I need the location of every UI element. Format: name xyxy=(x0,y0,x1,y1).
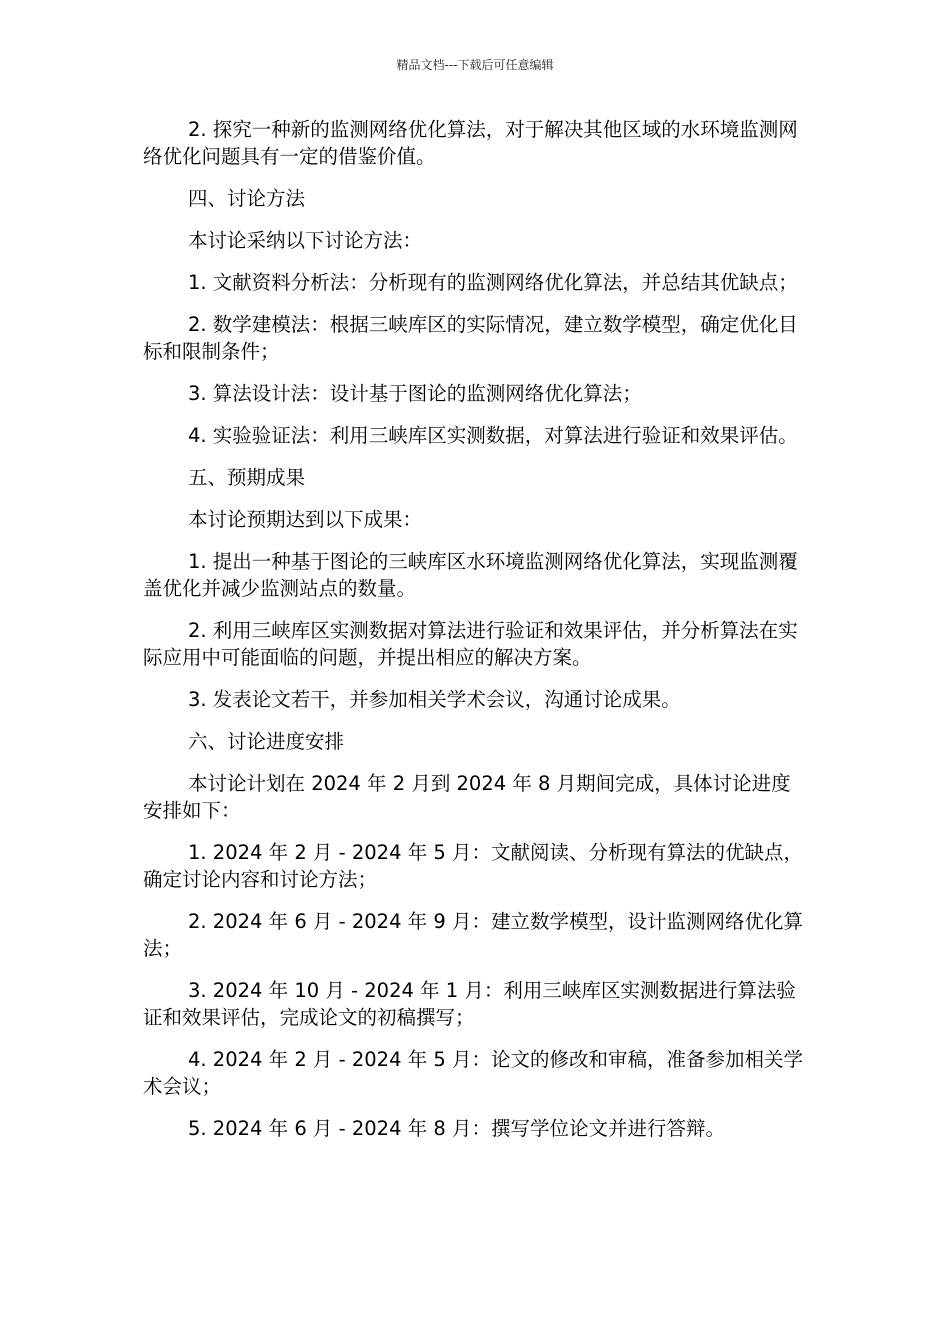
paragraph-outcomes-intro: 本讨论预期达到以下成果： xyxy=(188,508,423,531)
section-heading-methods: 四、讨论方法 xyxy=(188,187,306,210)
paragraph-method-2: 2. 数学建模法：根据三峡库区的实际情况，建立数学模型，确定优化目标和限制条件； xyxy=(143,313,798,363)
paragraph-schedule-4: 4. 2024 年 2 月 - 2024 年 5 月：论文的修改和审稿，准备参加相关学术会议； xyxy=(143,1048,803,1098)
paragraph-outcome-3: 3. 发表论文若干，并参加相关学术会议，沟通讨论成果。 xyxy=(188,688,681,711)
document-body xyxy=(143,116,803,1157)
paragraph-schedule-1: 1. 2024 年 2 月 - 2024 年 5 月：文献阅读、分析现有算法的优缺点，确定讨论内容和讨论方法； xyxy=(143,841,803,891)
paragraph-method-4: 4. 实验验证法：利用三峡库区实测数据，对算法进行验证和效果评估。 xyxy=(188,424,798,447)
paragraph-schedule-3: 3. 2024 年 10 月 - 2024 年 1 月：利用三峡库区实测数据进行算法验证和效果评估，完成论文的初稿撰写； xyxy=(143,979,796,1029)
paragraph-outcome-2: 2. 利用三峡库区实测数据对算法进行验证和效果评估，并分析算法在实际应用中可能面临的问题，并提出相应的解决方案。 xyxy=(143,619,798,669)
paragraph-goal-2: 2. 探究一种新的监测网络优化算法，对于解决其他区域的水环境监测网络优化问题具有一定的借鉴价值。 xyxy=(143,118,798,168)
paragraph-schedule-intro: 本讨论计划在 2024 年 2 月到 2024 年 8 月期间完成，具体讨论进度安排如下： xyxy=(143,772,791,822)
section-heading-schedule: 六、讨论进度安排 xyxy=(188,730,345,753)
paragraph-schedule-2: 2. 2024 年 6 月 - 2024 年 9 月：建立数学模型，设计监测网络优化算法； xyxy=(143,910,803,960)
section-heading-outcomes: 五、预期成果 xyxy=(188,466,306,489)
paragraph-method-3: 3. 算法设计法：设计基于图论的监测网络优化算法； xyxy=(188,382,642,405)
paragraph-method-1: 1. 文献资料分析法：分析现有的监测网络优化算法，并总结其优缺点； xyxy=(188,271,798,294)
page-header: 精品文档---下载后可任意编辑 xyxy=(396,58,554,72)
paragraph-schedule-5: 5. 2024 年 6 月 - 2024 年 8 月：撰写学位论文并进行答辩。 xyxy=(188,1117,725,1140)
paragraph-outcome-1: 1. 提出一种基于图论的三峡库区水环境监测网络优化算法，实现监测覆盖优化并减少监测站点的数量。 xyxy=(143,550,798,600)
paragraph-methods-intro: 本讨论采纳以下讨论方法： xyxy=(188,229,423,252)
